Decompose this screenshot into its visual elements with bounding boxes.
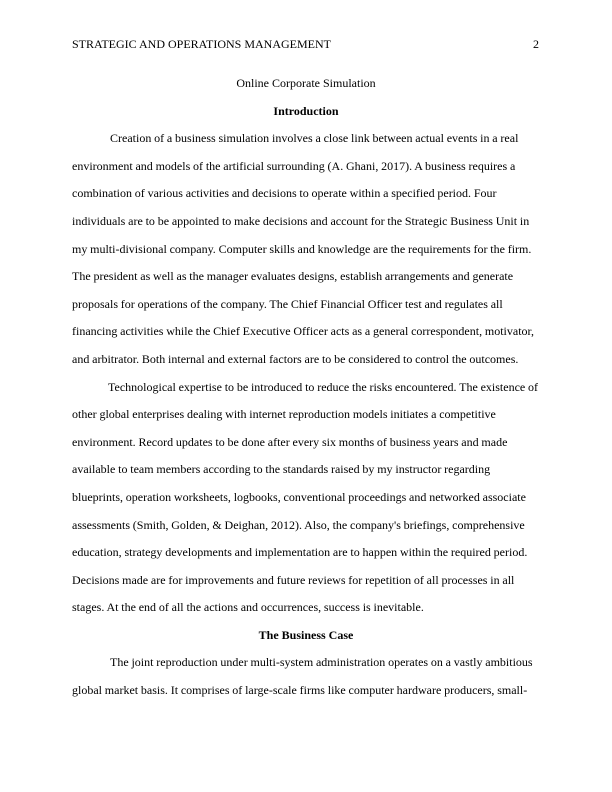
paragraph: Creation of a business simulation involves a close link between actual events in a real environment and models of the artificial surrounding (A. Ghani, 2017). A business requires a combination of various activities and decisions to operate within a specified period. Four individuals are to be appointed to make decisions and account for the Strategic Business Unit in my multi-divisional company. Computer skills and knowledge are the requirements for the firm. The president as well as the manager evaluates designs, establish arrangements and generate proposals for operations of the company. The Chief Financial Officer test and regulates all financing activities while the Chief Executive Officer acts as a general correspondent, motivator, and arbitrator. Both internal and external factors are to be considered to control the outcomes. <box>72 131 535 366</box>
document-body <box>72 70 540 705</box>
running-header <box>72 36 540 52</box>
paragraph: The joint reproduction under multi-system administration operates on a vastly ambitious global market basis. It comprises of large-scale firms like computer hardware producers, small- <box>72 655 533 698</box>
section-heading-business-case: The Business Case <box>258 627 354 642</box>
document-title: Online Corporate Simulation <box>236 76 376 90</box>
running-head-title: STRATEGIC AND OPERATIONS MANAGEMENT <box>72 37 332 51</box>
paragraph: Technological expertise to be introduced to reduce the risks encountered. The existence of other global enterprises dealing with internet reproduction models initiates a competitive environment. Record updates to be done after every six months of business years and made available to team members according to the standards raised by my instructor regarding blueprints, operation worksheets, logbooks, conventional proceedings and networked associate assessments (Smith, Golden, & Deighan, 2012). Also, the company's briefings, comprehensive education, strategy developments and implementation are to happen within the required period. Decisions made are for improvements and future reviews for repetition of all processes in all stages. At the end of all the actions and occurrences, success is inevitable. <box>72 379 539 615</box>
page-number: 2 <box>533 37 539 51</box>
section-heading-introduction: Introduction <box>273 103 339 118</box>
